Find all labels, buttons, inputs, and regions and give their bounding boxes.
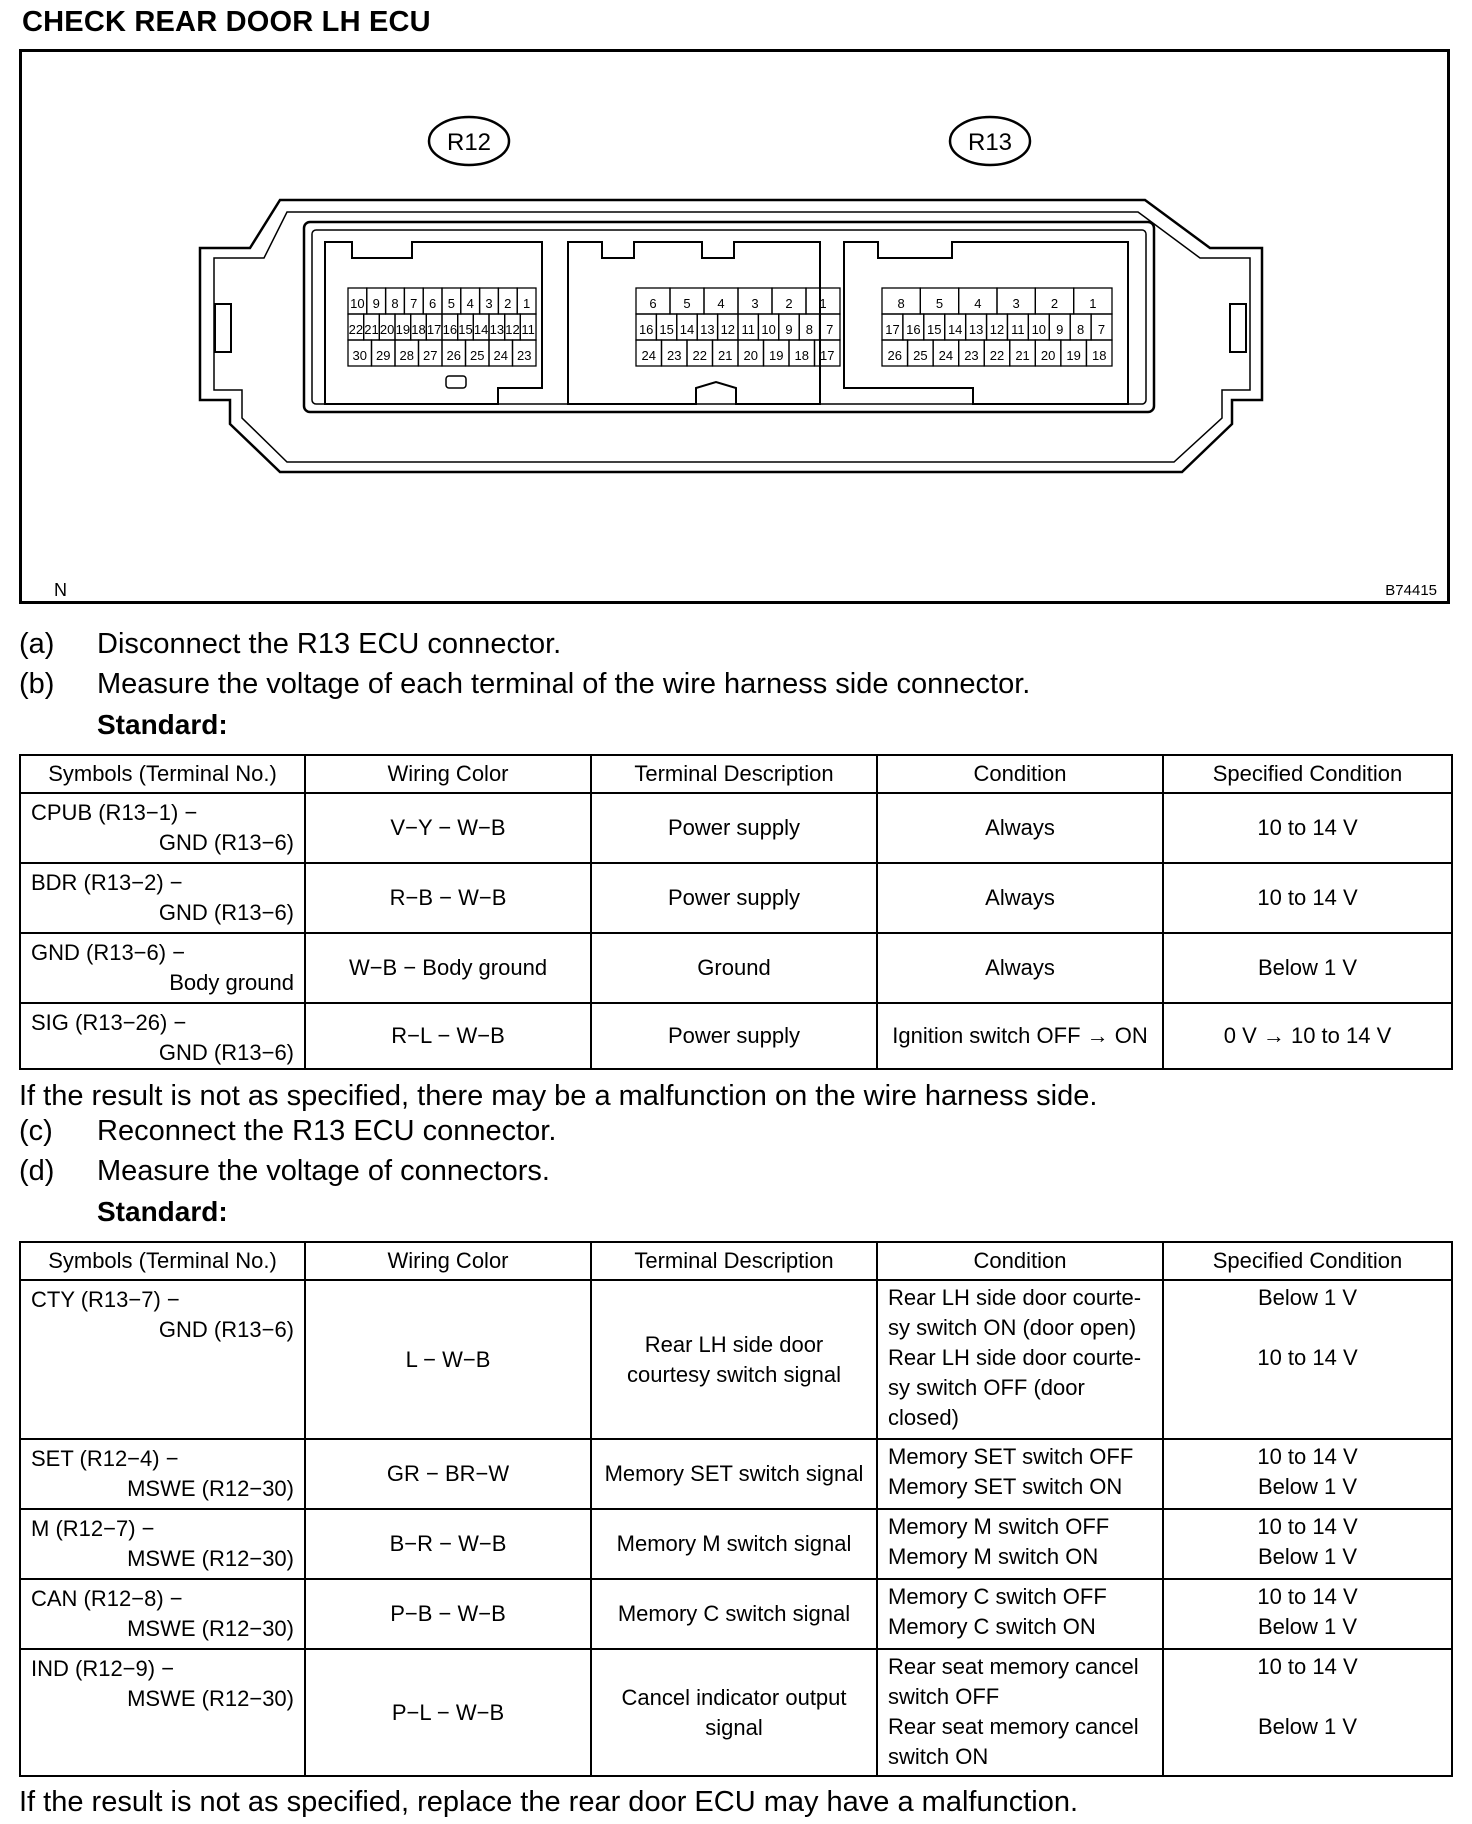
cell-line: 10 to 14 V (1257, 1345, 1358, 1370)
r13-label: R13 (967, 129, 1013, 156)
pin-number: 22 (348, 322, 364, 337)
pin-number: 21 (364, 322, 379, 337)
cell-line: Memory SET switch signal (604, 1461, 864, 1486)
symbol-line-1: SIG (R13−26) − (31, 1010, 187, 1035)
table-row (20, 933, 1452, 1003)
symbol-cell (20, 1439, 305, 1509)
pin-number: 26 (887, 348, 903, 363)
ecu-connector-diagram (22, 52, 1447, 601)
pin-number: 11 (521, 322, 535, 337)
cell-line: switch ON (888, 1744, 989, 1769)
pin-number: 4 (466, 296, 474, 311)
cond-cell: Always (877, 933, 1163, 1003)
symbol-line-1: M (R12−7) − (31, 1516, 155, 1541)
cell-line: Memory M switch signal (616, 1531, 852, 1556)
column-header: Terminal Description (591, 755, 877, 793)
column-header: Wiring Color (305, 1242, 591, 1280)
note-2: If the result is not as specified, replace the rear door ECU may have a malfunction. (19, 1786, 1079, 1818)
pin-number: 13 (489, 322, 505, 337)
symbol-line-2: MSWE (R12−30) (127, 1686, 294, 1711)
cell-line (1174, 1403, 1441, 1433)
step-a-label: (a) (19, 628, 55, 660)
pin-number: 1 (1089, 296, 1097, 311)
wire-cell: L − W−B (305, 1280, 591, 1439)
pin-number: 23 (964, 348, 979, 363)
table-row (20, 793, 1452, 863)
step-c-text: Reconnect the R13 ECU connector. (97, 1115, 557, 1147)
pin-number: 22 (692, 348, 707, 363)
cell-line: sy switch OFF (door (888, 1375, 1085, 1400)
cell-line: Rear seat memory cancel (888, 1714, 1139, 1739)
left-latch (215, 304, 231, 352)
pin-number: 24 (493, 348, 508, 363)
pin-number: 19 (395, 322, 411, 337)
pin-number: 3 (1012, 296, 1020, 311)
pin-number: 2 (504, 296, 512, 311)
cell-line: Memory SET switch ON (888, 1474, 1123, 1499)
table-row (20, 1509, 1452, 1579)
column-header: Condition (877, 1242, 1163, 1280)
pin-number: 8 (1077, 322, 1085, 337)
table-header-row (20, 1242, 1452, 1280)
pin-number: 14 (679, 322, 695, 337)
pin-number: 6 (649, 296, 657, 311)
symbol-line-2: GND (R13−6) (158, 1040, 294, 1065)
cell-line: signal (705, 1714, 763, 1740)
cell-line: Memory C switch signal (617, 1601, 851, 1626)
cond-cell: Always (877, 863, 1163, 933)
pin-number: 14 (947, 322, 963, 337)
cond-cell (877, 1579, 1163, 1649)
spec-cell: 10 to 14 V (1163, 793, 1452, 863)
pin-number: 8 (805, 322, 814, 337)
cell-line (1174, 1313, 1441, 1343)
column-header: Wiring Color (305, 755, 591, 793)
symbol-line-1: BDR (R13−2) − (31, 870, 183, 895)
wire-cell: B−R − W−B (305, 1509, 591, 1579)
pin-number: 28 (399, 348, 414, 363)
cell-line: closed) (888, 1405, 959, 1430)
pin-number: 26 (446, 348, 461, 363)
symbol-line-2: GND (R13−6) (158, 830, 294, 855)
step-a-text: Disconnect the R13 ECU connector. (97, 628, 562, 660)
pin-number: 27 (423, 348, 438, 363)
column-header: Specified Condition (1163, 755, 1452, 793)
pin-number: 16 (906, 322, 921, 337)
pin-number: 5 (447, 296, 456, 311)
symbol-line-1: SET (R12−4) − (31, 1446, 179, 1471)
spec-cell (1163, 1649, 1452, 1776)
pin-number: 23 (517, 348, 532, 363)
wire-cell: R−L − W−B (305, 1003, 591, 1069)
desc-cell: Power supply (591, 1003, 877, 1069)
cell-line: Rear LH side door (644, 1331, 824, 1357)
step-d-text: Measure the voltage of connectors. (97, 1155, 550, 1187)
pin-number: 17 (820, 348, 835, 363)
pin-number: 15 (659, 322, 674, 337)
pin-number: 20 (743, 348, 758, 363)
pin-number: 12 (720, 322, 736, 337)
pin-number: 7 (826, 322, 834, 337)
cell-line: Cancel indicator output (621, 1684, 847, 1710)
symbol-line-1: CPUB (R13−1) − (31, 800, 198, 825)
cond-cell (877, 1509, 1163, 1579)
pin-number: 23 (667, 348, 682, 363)
standard-heading-1: Standard: (97, 709, 228, 740)
cell-line: Memory M switch OFF (888, 1514, 1110, 1539)
step-d (19, 1153, 550, 1189)
pin-number: 13 (700, 322, 715, 337)
cell-line: Memory M switch ON (888, 1544, 1099, 1569)
desc-cell (591, 1579, 877, 1649)
pin-number: 11 (741, 322, 755, 337)
pin-number: 10 (761, 322, 776, 337)
cell-line: courtesy switch signal (627, 1361, 841, 1387)
corner-label: N (54, 580, 67, 600)
pin-number: 11 (1011, 322, 1025, 337)
cell-line: Rear LH side door courte- (888, 1285, 1142, 1310)
step-b (19, 666, 1030, 702)
cell-line: Below 1 V (1257, 1474, 1358, 1499)
cell-line (1174, 1373, 1441, 1403)
cell-line: Memory C switch OFF (888, 1584, 1107, 1609)
step-b-label: (b) (19, 668, 55, 700)
cond-cell: Always (877, 793, 1163, 863)
step-c-label: (c) (19, 1115, 53, 1147)
page-title: CHECK REAR DOOR LH ECU (22, 6, 431, 38)
table-row (20, 1649, 1452, 1776)
cell-line: 10 to 14 V (1257, 1444, 1358, 1469)
pin-number: 12 (989, 322, 1005, 337)
r12-label: R12 (446, 129, 492, 156)
spec-cell (1163, 1579, 1452, 1649)
column-header: Terminal Description (591, 1242, 877, 1280)
pin-number: 9 (785, 322, 793, 337)
table-row (20, 1439, 1452, 1509)
pin-number: 15 (458, 322, 473, 337)
pin-number: 1 (522, 296, 531, 311)
figure-id: B74415 (1385, 582, 1437, 599)
pin-number: 10 (1031, 322, 1047, 337)
wire-cell: R−B − W−B (305, 863, 591, 933)
pin-number: 4 (717, 296, 725, 311)
pin-number: 2 (1050, 296, 1059, 311)
symbol-line-2: GND (R13−6) (158, 1317, 294, 1342)
note-1: If the result is not as specified, there may be a malfunction on the wire harness side. (19, 1080, 1098, 1112)
pin-number: 7 (1097, 322, 1106, 337)
table-header-row (20, 755, 1452, 793)
desc-cell: Power supply (591, 863, 877, 933)
symbol-cell (20, 1509, 305, 1579)
cell-line: 10 to 14 V (1257, 1514, 1358, 1539)
pin-number: 17 (885, 322, 900, 337)
pin-number: 22 (989, 348, 1005, 363)
pin-number: 18 (794, 348, 809, 363)
pin-number: 7 (410, 296, 418, 311)
pin-number: 8 (391, 296, 399, 311)
column-header: Symbols (Terminal No.) (20, 1242, 305, 1280)
desc-cell (591, 1649, 877, 1776)
connector-figure (19, 49, 1450, 604)
step-a (19, 626, 561, 662)
pin-number: 19 (769, 348, 784, 363)
pin-number: 5 (935, 296, 944, 311)
pin-number: 5 (683, 296, 691, 311)
ecu-inner-outline (214, 212, 1250, 462)
wire-cell: GR − BR−W (305, 1439, 591, 1509)
spec-cell: 0 V → 10 to 14 V (1163, 1003, 1452, 1069)
pin-number: 1 (819, 296, 827, 311)
pin-number: 18 (1091, 348, 1107, 363)
symbol-line-2: GND (R13−6) (158, 900, 294, 925)
spec-cell (1163, 1509, 1452, 1579)
cell-line: switch OFF (888, 1684, 1000, 1709)
symbol-line-2: MSWE (R12−30) (127, 1616, 294, 1641)
pin-number: 21 (718, 348, 733, 363)
column-header: Condition (877, 755, 1163, 793)
cond-cell (877, 1649, 1163, 1776)
wire-cell: W−B − Body ground (305, 933, 591, 1003)
pin-number: 9 (1056, 322, 1064, 337)
pin-number: 3 (485, 296, 493, 311)
cell-line: Rear LH side door courte- (888, 1345, 1142, 1370)
symbol-cell (20, 933, 305, 1003)
desc-cell: Power supply (591, 793, 877, 863)
r13-pin-grid (882, 288, 1112, 366)
spec-table-1 (19, 754, 1453, 1070)
pin-number: 3 (751, 296, 759, 311)
mid-pin-grid (636, 288, 840, 366)
pin-number: 29 (376, 348, 391, 363)
right-latch (1230, 304, 1246, 352)
spec-table-2 (19, 1241, 1453, 1777)
pin-number: 25 (913, 348, 928, 363)
pin-number: 14 (473, 322, 489, 337)
cond-cell: Ignition switch OFF → ON (877, 1003, 1163, 1069)
cell-line (1174, 1682, 1441, 1712)
pin-number: 16 (638, 322, 654, 337)
desc-cell: Ground (591, 933, 877, 1003)
cond-cell (877, 1280, 1163, 1439)
pin-number: 19 (1066, 348, 1081, 363)
wire-cell: V−Y − W−B (305, 793, 591, 863)
pin-number: 21 (1015, 348, 1030, 363)
spec-cell (1163, 1280, 1452, 1439)
cond-cell (877, 1439, 1163, 1509)
symbol-cell (20, 1003, 305, 1069)
pin-number: 4 (974, 296, 982, 311)
step-b-text: Measure the voltage of each terminal of the wire harness side connector. (97, 668, 1031, 700)
cell-line: sy switch ON (door open) (888, 1315, 1137, 1340)
symbol-line-1: CTY (R13−7) − (31, 1287, 180, 1312)
pin-number: 15 (927, 322, 942, 337)
column-header: Symbols (Terminal No.) (20, 755, 305, 793)
table-row (20, 1280, 1452, 1439)
column-header: Specified Condition (1163, 1242, 1452, 1280)
cell-line: Memory C switch ON (888, 1614, 1096, 1639)
cell-line: Below 1 V (1257, 1285, 1358, 1310)
spec-cell (1163, 1439, 1452, 1509)
pin-number: 20 (1040, 348, 1056, 363)
pin-number: 17 (426, 322, 442, 337)
pin-number: 25 (470, 348, 485, 363)
pin-number: 9 (372, 296, 380, 311)
cell-line: 10 to 14 V (1257, 1654, 1358, 1679)
pin-number: 24 (938, 348, 954, 363)
table-row (20, 1579, 1452, 1649)
pin-number: 20 (379, 322, 395, 337)
symbol-cell (20, 1579, 305, 1649)
cell-line: 10 to 14 V (1257, 1584, 1358, 1609)
desc-cell (591, 1280, 877, 1439)
pin-number: 18 (411, 322, 426, 337)
desc-cell (591, 1509, 877, 1579)
wire-cell: P−B − W−B (305, 1579, 591, 1649)
pin-number: 12 (505, 322, 520, 337)
r12-key (446, 376, 466, 388)
symbol-line-2: Body ground (169, 970, 294, 995)
cell-line: Below 1 V (1257, 1714, 1358, 1739)
symbol-line-1: IND (R12−9) − (31, 1656, 175, 1681)
table-row (20, 1003, 1452, 1069)
pin-number: 30 (352, 348, 367, 363)
spec-cell: Below 1 V (1163, 933, 1452, 1003)
pin-number: 6 (428, 296, 437, 311)
cell-line: Below 1 V (1257, 1614, 1358, 1639)
table-row (20, 863, 1452, 933)
step-d-label: (d) (19, 1155, 55, 1187)
symbol-cell (20, 1280, 305, 1439)
symbol-line-2: MSWE (R12−30) (127, 1546, 294, 1571)
standard-heading-2: Standard: (97, 1196, 228, 1227)
connector-frame (304, 222, 1154, 412)
pin-number: 10 (350, 296, 365, 311)
cell-line: Below 1 V (1257, 1544, 1358, 1569)
step-c (19, 1113, 556, 1149)
desc-cell (591, 1439, 877, 1509)
pin-number: 24 (641, 348, 656, 363)
pin-number: 2 (785, 296, 793, 311)
symbol-line-1: CAN (R12−8) − (31, 1586, 183, 1611)
pin-number: 8 (897, 296, 905, 311)
symbol-cell (20, 1649, 305, 1776)
pin-number: 13 (968, 322, 984, 337)
cell-line (1174, 1742, 1441, 1772)
symbol-cell (20, 793, 305, 863)
wire-cell: P−L − W−B (305, 1649, 591, 1776)
r12-pin-grid (348, 288, 536, 366)
cell-line: Memory SET switch OFF (888, 1444, 1134, 1469)
pin-number: 16 (442, 322, 458, 337)
symbol-line-1: GND (R13−6) − (31, 940, 186, 965)
symbol-line-2: MSWE (R12−30) (127, 1476, 294, 1501)
symbol-cell (20, 863, 305, 933)
cell-line: Rear seat memory cancel (888, 1654, 1139, 1679)
spec-cell: 10 to 14 V (1163, 863, 1452, 933)
